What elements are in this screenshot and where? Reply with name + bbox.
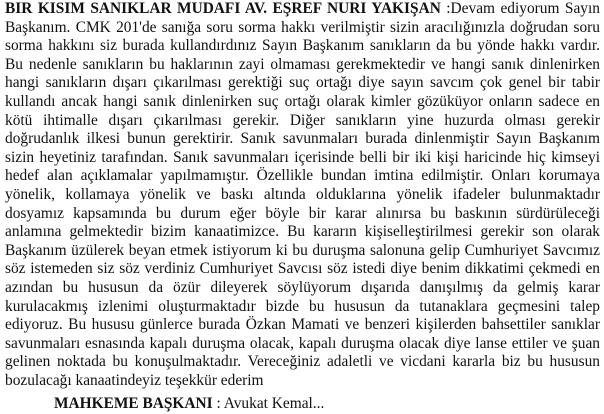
transcript-page (5, 0, 600, 390)
speech-text: :Devam ediyorum Sayın Başkanım. CMK 201'de sanığa soru sorma hakkı verilmiştir sizin aracılığınızla doğrudan soru sorma hakkını siz burada kullandırdınız Sayın Başkanım sanıkların da bu yönde hakkı vardır. Bu nedenle sanıkların bu haklarının zayi olmaması gerekmektedir ve hangi sanık dinlenirken hangi sanıkların dışarı çıkarılması gerektiği suç ortağı diye sayın savcım çok genel bir tabir kullandı ancak hangi sanık dinlenirken suç ortağı olarak kimler gözüküyor onların sadece en kötü ihtimalle dışarı çıkarılması gerekir. Diğer sanıkların yine huzurda olması gerekir doğrudanlık ilkesi bunun gerektirir. Sanık savunmaları burada dinlenmiştir Sayın Başkanım sizin heyetiniz tarafından. Sanık savunmaları içerisinde belli bir iki kişi haricinde hiç kimseyi hedef alan açıklamalar yapılmamıştır. Özellikle bundan imtina edilmiştir. Onları korumaya yönelik, kollamaya yönelik ve baskı altında olduklarına yönelik ifadeler bulunmaktadır dosyamız kapsamında bu durum eğer böyle bir karar alınırsa bu baskının sürdürüleceği anlamına gelmektedir bizim kanaatimizce. Bu kararın kişiselleştirilmesi gerekir son olarak Başkanım üzülerek beyan etmek istiyorum ki bu duruşma salonuna gelip Cumhuriyet Savcımız söz istemeden siz söz verdiniz Cumhuriyet Savcısı söz istedi diye benim dikkatimi çekmedi en azından bu hususun da özür dileyerek söylüyorum dışarıda danışılmış da gelmiş karar kurulacakmış izlenimi oluşturmaktadır bizde bu hususun da tutanaklara geçmesini talep ediyoruz. Bu hususu günlerce burada Özkan Mamati ve benzeri kişilerden bahsettiler sanıklar savunmaları esnasında kapalı duruşma olacak, kapalı duruşma olacak diye lanse ettiler ve şuan gelinen noktada bu konuşulmaktadır. Vereceğiniz adaletli ve vicdani kararla biz bu hususun bozulacağı kanaatindeyiz teşekkür ederim (5, 0, 600, 389)
speaker-name: BIR KISIM SANIKLAR MUDAFI AV. EŞREF NURI YAKIŞAN (5, 0, 441, 17)
next-speaker-line (54, 395, 324, 414)
transcript-paragraph (5, 0, 600, 390)
next-speech-text: : Avukat Kemal... (216, 395, 325, 412)
next-speaker-name: MAHKEME BAŞKANI (54, 395, 213, 412)
